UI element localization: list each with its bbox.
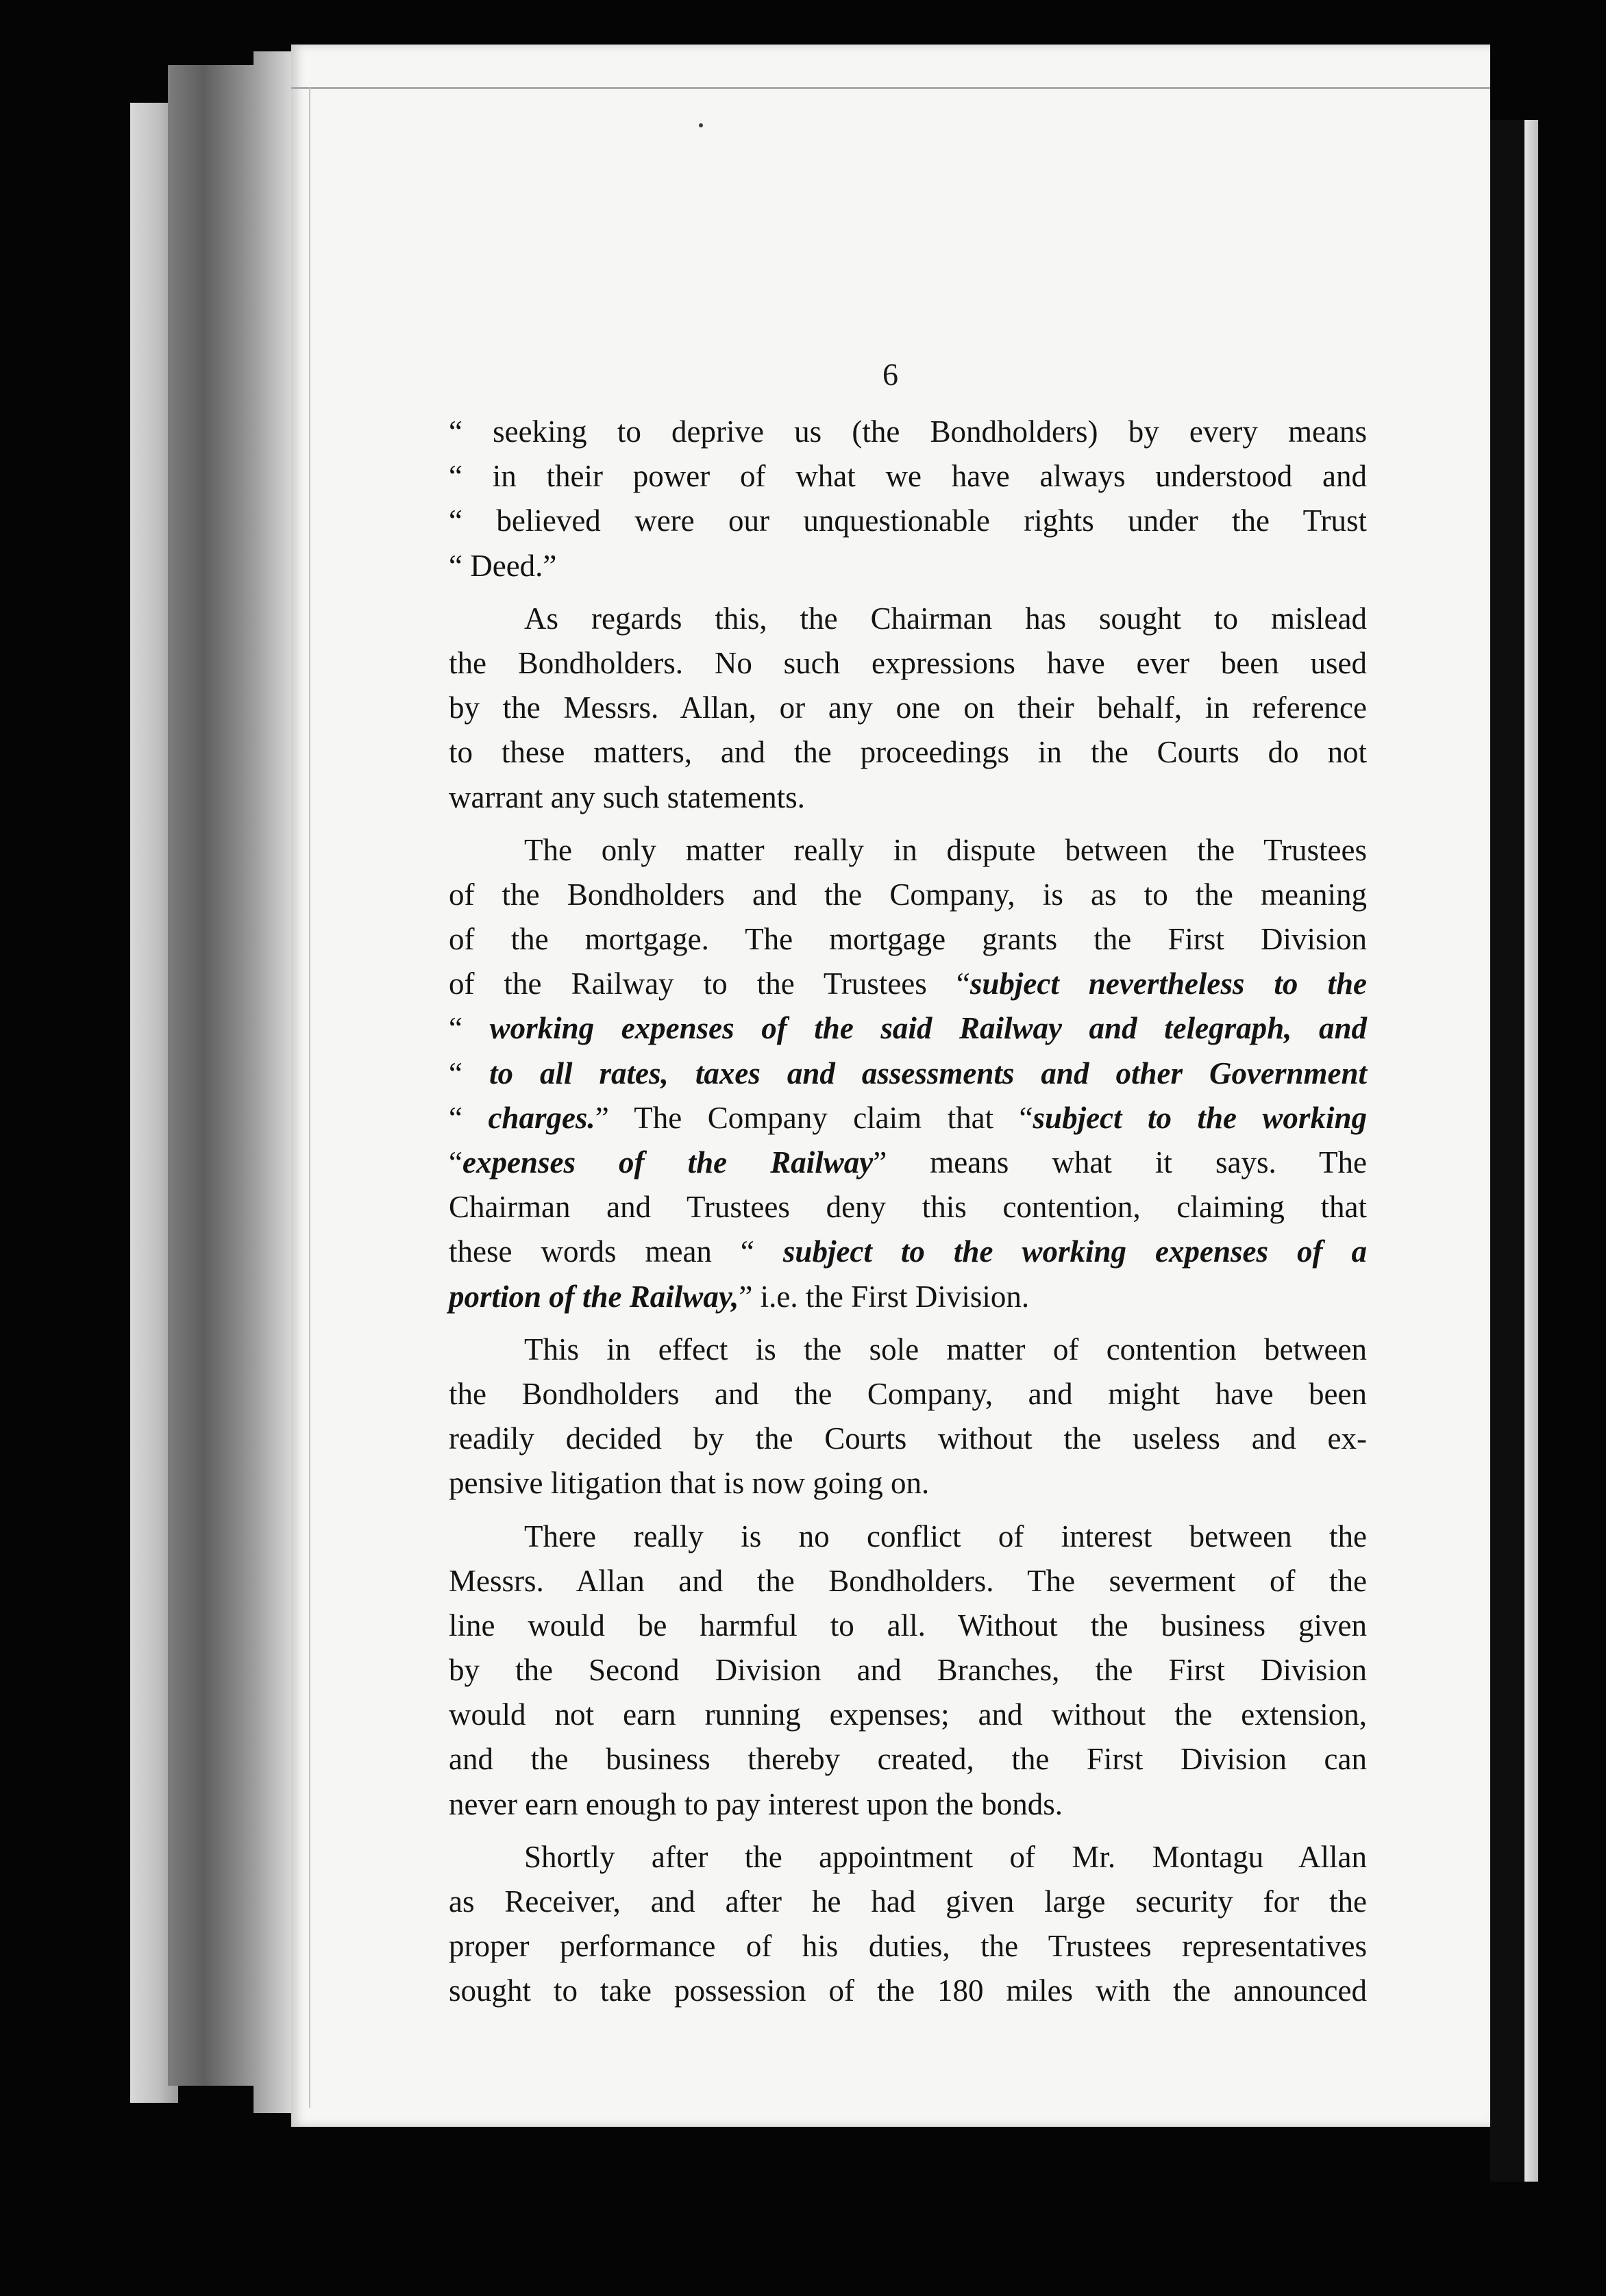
paragraph <box>449 410 1367 588</box>
quoted-italic-text: charges. <box>488 1100 595 1135</box>
paragraph <box>449 597 1367 820</box>
text-line <box>449 686 1367 730</box>
text-line <box>449 1096 1367 1140</box>
text-segment: “ believed were our unquestionable rights under the Trust <box>449 503 1367 538</box>
text-line <box>449 1604 1367 1648</box>
text-line <box>449 1648 1367 1693</box>
paragraph <box>449 1514 1367 1827</box>
page-number: 6 <box>882 357 899 392</box>
underlying-page-edge-inner <box>254 51 295 2113</box>
page-top-rule <box>291 87 1490 89</box>
quoted-italic-text: subject to the working <box>1033 1100 1367 1135</box>
text-segment: by the Messrs. Allan, or any one on their behalf, in reference <box>449 690 1367 725</box>
quoted-italic-text: portion of the Railway, <box>449 1279 739 1314</box>
quoted-italic-text: expenses of the Railway <box>462 1145 874 1180</box>
text-line <box>449 962 1367 1006</box>
paragraph-gap <box>449 1827 1367 1835</box>
text-line <box>449 917 1367 962</box>
text-line <box>449 828 1367 873</box>
text-segment: line would be harmful to all. Without the business given <box>449 1608 1367 1643</box>
text-line <box>449 873 1367 917</box>
text-line <box>449 1693 1367 1737</box>
paragraph-gap <box>449 588 1367 597</box>
text-segment: Shortly after the appointment of Mr. Montagu Allan <box>524 1839 1367 1874</box>
text-segment: of the Bondholders and the Company, is as to the meaning <box>449 877 1367 912</box>
text-line <box>449 544 1367 588</box>
text-line <box>449 454 1367 499</box>
text-line <box>449 1051 1367 1096</box>
quoted-italic-text: subject to the working expenses of a <box>782 1234 1367 1269</box>
text-segment: Chairman and Trustees deny this contention, claiming that <box>449 1190 1367 1225</box>
paragraph <box>449 1327 1367 1506</box>
text-segment: to these matters, and the proceedings in the Courts do not <box>449 735 1367 770</box>
text-line <box>449 775 1367 820</box>
text-segment: “ <box>449 1145 462 1180</box>
text-line <box>449 1006 1367 1051</box>
text-line <box>449 1835 1367 1880</box>
text-segment: The only matter really in dispute between the Trustees <box>524 832 1367 867</box>
text-segment: by the Second Division and Branches, the First Division <box>449 1653 1367 1688</box>
text-line <box>449 1880 1367 1924</box>
text-segment: never earn enough to pay interest upon the bonds. <box>449 1786 1063 1821</box>
text-line <box>449 1461 1367 1506</box>
text-line <box>449 1185 1367 1230</box>
text-segment: as Receiver, and after he had given large security for the <box>449 1884 1367 1919</box>
text-segment: “ <box>449 1056 489 1090</box>
text-segment: these words mean “ <box>449 1234 783 1269</box>
text-line <box>449 641 1367 686</box>
paragraph <box>449 1835 1367 2014</box>
text-line <box>449 1417 1367 1461</box>
text-line <box>449 1782 1367 1827</box>
body-text <box>449 410 1367 2014</box>
text-segment: As regards this, the Chairman has sought to mislead <box>524 601 1367 636</box>
text-line <box>449 1969 1367 2013</box>
text-segment: There really is no conflict of interest between the <box>524 1519 1367 1553</box>
text-line <box>449 1327 1367 1372</box>
quoted-italic-text: working expenses of the said Railway and telegraph, and <box>489 1011 1367 1046</box>
quoted-italic-text: to all rates, taxes and assessments and other Government <box>489 1056 1367 1090</box>
text-segment: pensive litigation that is now going on. <box>449 1466 930 1501</box>
text-segment: readily decided by the Courts without the useless and ex- <box>449 1421 1367 1456</box>
text-segment: “ <box>449 1011 490 1046</box>
text-line <box>449 1737 1367 1782</box>
text-segment: the Bondholders and the Company, and might have been <box>449 1376 1367 1411</box>
text-segment: warrant any such statements. <box>449 779 805 814</box>
text-segment: sought to take possession of the 180 miles with the announced <box>449 1973 1367 2008</box>
text-segment: Messrs. Allan and the Bondholders. The severment of the <box>449 1563 1367 1598</box>
text-line <box>449 1372 1367 1417</box>
text-segment: “ seeking to deprive us (the Bondholders) by every means <box>449 414 1367 449</box>
text-segment: “ <box>449 1100 489 1135</box>
page-gutter-shadow <box>1490 120 1528 2182</box>
text-segment: of the mortgage. The mortgage grants the First Division <box>449 922 1367 957</box>
text-segment: ” The Company claim that “ <box>595 1100 1033 1135</box>
text-line <box>449 499 1367 543</box>
paragraph-gap <box>449 1506 1367 1514</box>
text-segment: “ in their power of what we have always understood and <box>449 459 1367 494</box>
text-segment: “ Deed.” <box>449 548 557 583</box>
text-line <box>449 1140 1367 1185</box>
text-line <box>449 1514 1367 1559</box>
text-line <box>449 1275 1367 1319</box>
facing-page-edge <box>1524 120 1538 2182</box>
text-segment: would not earn running expenses; and without the extension, <box>449 1697 1367 1732</box>
text-segment: This in effect is the sole matter of contention between <box>524 1332 1367 1367</box>
text-segment: proper performance of his duties, the Trustees representatives <box>449 1929 1367 1964</box>
text-segment: ” means what it says. The <box>873 1145 1368 1180</box>
paragraph <box>449 828 1367 1319</box>
paragraph-gap <box>449 820 1367 828</box>
text-segment: of the Railway to the Trustees “ <box>449 966 970 1001</box>
text-line <box>449 730 1367 775</box>
text-segment: the Bondholders. No such expressions have ever been used <box>449 645 1367 680</box>
text-line <box>449 1924 1367 1969</box>
print-speck <box>699 123 703 127</box>
text-line <box>449 1559 1367 1604</box>
text-line <box>449 410 1367 454</box>
text-line <box>449 1230 1367 1274</box>
paragraph-gap <box>449 1319 1367 1327</box>
text-line <box>449 597 1367 641</box>
text-segment: ” i.e. the First Division. <box>739 1279 1030 1314</box>
text-segment: and the business thereby created, the First Division can <box>449 1742 1367 1777</box>
quoted-italic-text: subject nevertheless to the <box>969 966 1367 1001</box>
